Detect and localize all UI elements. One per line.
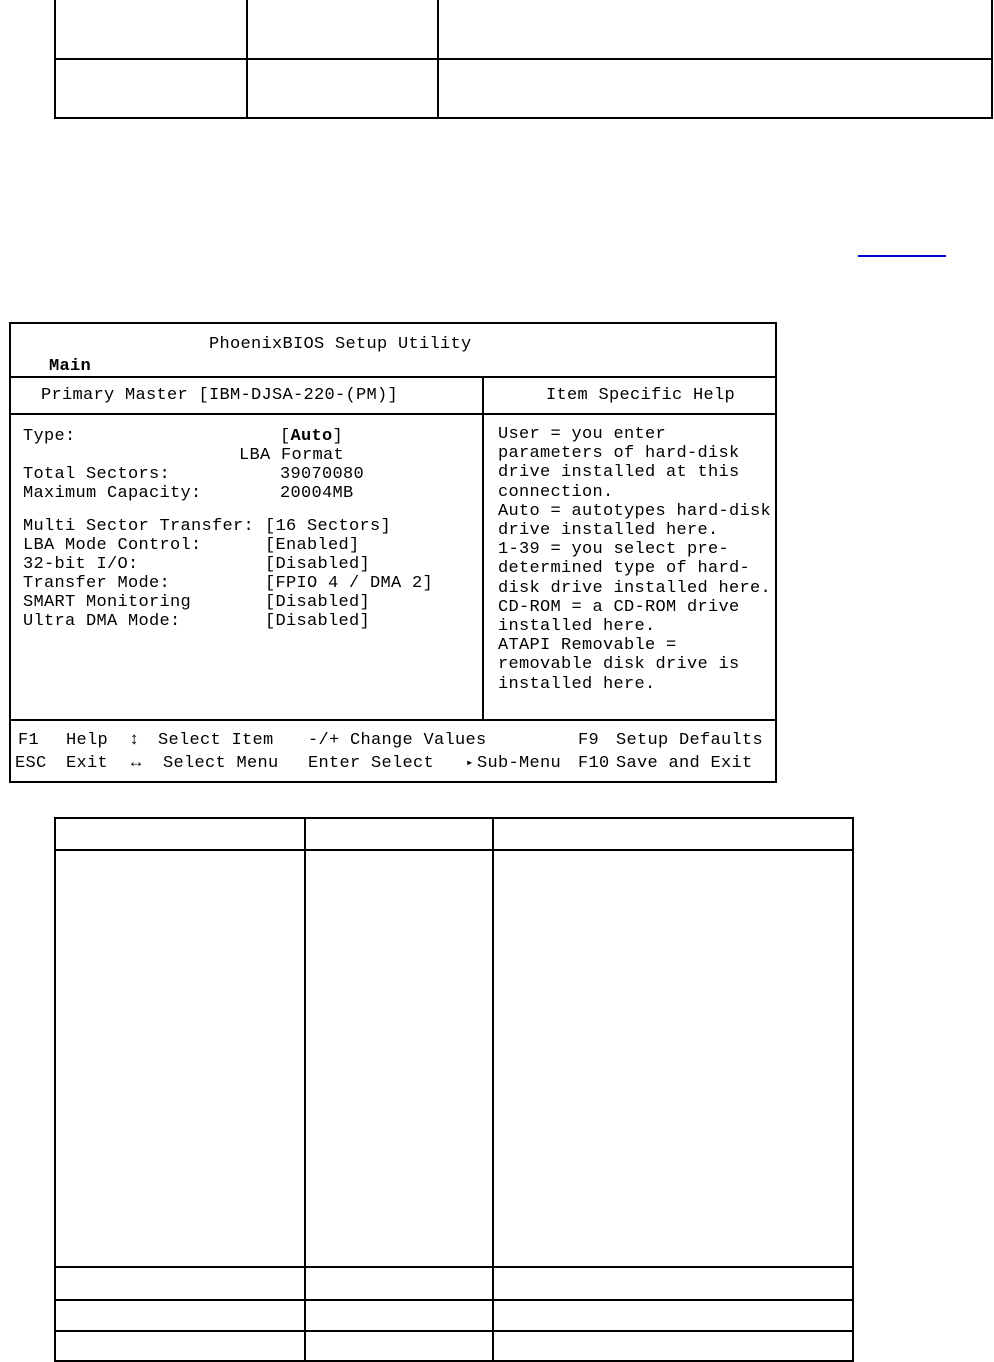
lba-mode-label: LBA Mode Control: <box>23 536 202 555</box>
panel-vertical-divider <box>482 376 484 719</box>
help-line: determined type of hard- <box>498 559 751 579</box>
bios-title: PhoenixBIOS Setup Utility <box>209 335 472 354</box>
top-table-row-divider <box>56 58 991 60</box>
change-values-hint: -/+ Change Values <box>308 731 487 750</box>
smart-label: SMART Monitoring <box>23 593 192 612</box>
help-line: drive installed here. <box>498 521 719 540</box>
smart-value[interactable]: [Disabled] <box>265 593 371 612</box>
footer-divider <box>11 719 775 721</box>
bios-setup-window <box>9 322 777 783</box>
transfer-mode-value[interactable]: [FPIO 4 / DMA 2] <box>265 574 434 593</box>
bottom-table-col-divider-2 <box>492 819 494 1360</box>
help-line: CD-ROM = a CD-ROM drive <box>498 597 740 617</box>
help-line: Auto = autotypes hard-disk <box>498 501 772 521</box>
multi-sector-label: Multi Sector Transfer: <box>23 517 255 536</box>
help-header: Item Specific Help <box>546 386 736 405</box>
submenu-arrow-icon: ▸ <box>466 756 474 770</box>
f10-action: Save and Exit <box>616 754 753 773</box>
bottom-table-row-divider-2 <box>56 1299 852 1301</box>
up-down-arrow-icon: ↕ <box>129 731 140 750</box>
top-table <box>54 0 993 119</box>
primary-master-subheader: Primary Master [IBM-DJSA-220-(PM)] <box>41 386 399 405</box>
bottom-table-row-divider-3 <box>56 1330 852 1332</box>
type-label: Type: <box>23 427 76 446</box>
enter-select-hint: Enter Select <box>308 754 435 773</box>
help-line: disk drive installed here. <box>498 578 772 598</box>
bottom-table-header-divider <box>56 849 852 851</box>
help-line: installed here. <box>498 674 656 694</box>
type-value: Auto <box>290 427 333 446</box>
io32-value[interactable]: [Disabled] <box>265 555 371 574</box>
submenu-hint: Sub-Menu <box>477 754 562 773</box>
udma-label: Ultra DMA Mode: <box>23 612 181 631</box>
subheader-divider <box>11 413 775 415</box>
max-capacity-label: Maximum Capacity: <box>23 484 202 503</box>
type-field[interactable] <box>280 427 343 446</box>
hyperlink-underline[interactable] <box>858 255 946 257</box>
help-line: User = you enter <box>498 425 667 444</box>
bracket-close: ] <box>332 427 344 446</box>
top-table-col-divider-2 <box>437 0 439 117</box>
io32-label: 32-bit I/O: <box>23 555 139 574</box>
total-sectors-label: Total Sectors: <box>23 465 171 484</box>
lba-mode-value[interactable]: [Enabled] <box>265 536 360 555</box>
select-item-hint: Select Item <box>158 731 274 750</box>
multi-sector-value[interactable]: [16 Sectors] <box>265 517 392 536</box>
help-line: 1-39 = you select pre- <box>498 540 730 560</box>
help-line: drive installed at this <box>498 463 740 483</box>
f1-key: F1 <box>18 731 40 750</box>
f9-key: F9 <box>578 731 600 750</box>
select-menu-hint: Select Menu <box>163 754 279 773</box>
total-sectors-value: 39070080 <box>280 465 365 484</box>
help-line: removable disk drive is <box>498 655 740 675</box>
help-line: parameters of hard-disk <box>498 444 740 464</box>
max-capacity-value: 20004MB <box>280 484 354 503</box>
help-line: installed here. <box>498 617 656 636</box>
esc-action: Exit <box>66 754 109 773</box>
lba-format: LBA Format <box>239 446 345 465</box>
help-line: connection. <box>498 482 614 502</box>
bottom-table-row-divider-1 <box>56 1266 852 1268</box>
menu-tab-main[interactable]: Main <box>49 357 92 376</box>
transfer-mode-label: Transfer Mode: <box>23 574 171 593</box>
help-line: ATAPI Removable = <box>498 636 677 656</box>
f9-action: Setup Defaults <box>616 731 764 750</box>
bottom-table <box>54 817 854 1362</box>
f10-key: F10 <box>578 754 610 773</box>
f1-action: Help <box>66 731 109 750</box>
left-right-arrow-icon: ↔ <box>131 754 142 773</box>
header-divider <box>11 376 775 378</box>
top-table-col-divider-1 <box>246 0 248 117</box>
esc-key: ESC <box>15 754 47 773</box>
bottom-table-col-divider-1 <box>304 819 306 1360</box>
bracket-open: [ <box>280 427 291 446</box>
udma-value[interactable]: [Disabled] <box>265 612 371 631</box>
